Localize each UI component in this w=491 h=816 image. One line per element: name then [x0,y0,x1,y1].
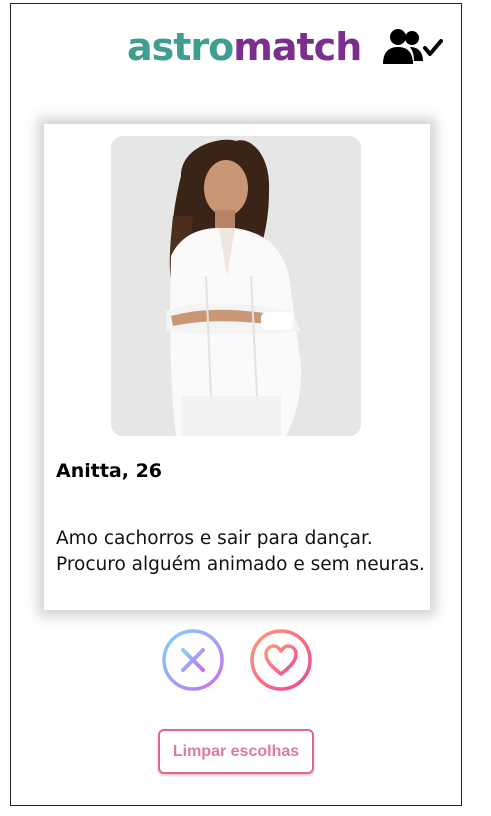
like-button[interactable] [249,628,313,692]
reject-button[interactable] [161,628,225,692]
users-check-icon [381,28,445,68]
logo-match: match [233,25,362,69]
logo-astro: astro [127,25,234,69]
close-icon [161,628,225,692]
heart-icon [249,628,313,692]
header [11,4,461,94]
matches-button[interactable] [381,28,445,68]
profile-name-age: Anitta, 26 [56,460,163,482]
app-frame [10,3,462,806]
profile-bio: Amo cachorros e sair para dançar. Procuro alguém animado e sem neuras. [56,528,425,575]
profile-photo-image [111,136,361,436]
app-logo [127,22,361,72]
profile-card [44,124,430,610]
clear-choices-button[interactable]: Limpar escolhas [158,729,314,774]
profile-photo [111,136,361,436]
